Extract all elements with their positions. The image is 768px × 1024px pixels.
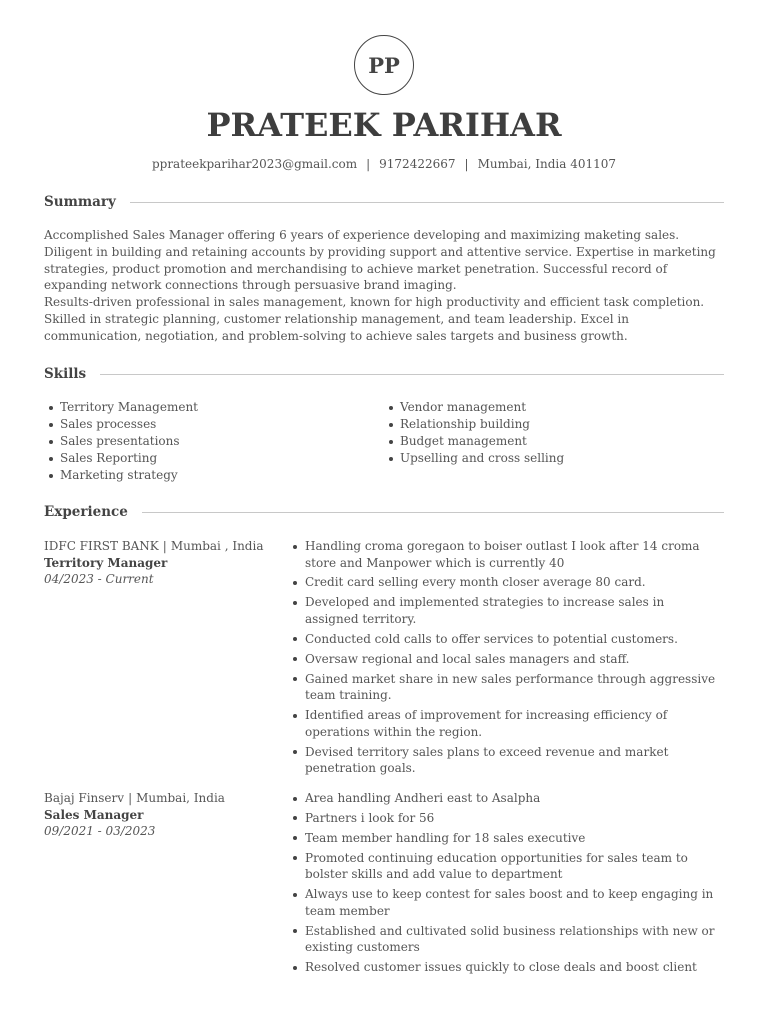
- job-dates: 04/2023 - Current: [44, 572, 154, 586]
- list-item: Handling croma goregaon to boiser outlast I look after 14 croma store and Manpower which is currently 40: [290, 538, 718, 571]
- section-divider: [130, 202, 724, 203]
- list-item: Partners i look for 56: [290, 810, 718, 827]
- summary-paragraph-2: Results-driven professional in sales management, known for high productivity and efficient task completion. Skilled in strategic planning, customer relationship management, and team leadership. Excel in communication, negotiation, and problem-solving to achieve sales targets and business growth.: [44, 295, 705, 343]
- contact-line: [0, 157, 768, 171]
- skill-item: Territory Management: [44, 399, 374, 416]
- list-item: Established and cultivated solid business relationships with new or existing customers: [290, 923, 718, 956]
- list-item: Resolved customer issues quickly to close deals and boost client: [290, 959, 718, 976]
- company-line: [44, 538, 274, 555]
- list-item: Developed and implemented strategies to increase sales in assigned territory.: [290, 594, 718, 627]
- list-item: Gained market share in new sales performance through aggressive team training.: [290, 671, 718, 704]
- job-bullets: [290, 790, 718, 979]
- separator: |: [464, 157, 469, 171]
- skill-item: Vendor management: [384, 399, 714, 416]
- job-title: Sales Manager: [44, 807, 144, 822]
- summary-paragraph-1: Accomplished Sales Manager offering 6 years of experience developing and maximizing maketing sales. Diligent in building and retaining accounts by providing support and attentive service. Expertise in marketing strategies, product promotion and merchandising to achieve market penetration. Successful record of expanding network connections through persuasive brand imaging.: [44, 228, 716, 293]
- company-location: Mumbai, India: [136, 791, 225, 805]
- skill-item: Budget management: [384, 433, 714, 450]
- job-bullets: [290, 538, 718, 780]
- job-dates: 09/2021 - 03/2023: [44, 824, 156, 838]
- skill-item: Sales presentations: [44, 433, 374, 450]
- phone: 9172422667: [379, 157, 456, 171]
- experience-header: [44, 503, 724, 521]
- location: Mumbai, India 401107: [477, 157, 617, 171]
- summary-header: [44, 193, 724, 211]
- list-item: Oversaw regional and local sales managers and staff.: [290, 651, 718, 668]
- company-location: Mumbai , India: [170, 539, 264, 553]
- company-name: IDFC FIRST BANK: [44, 539, 159, 553]
- company-line: [44, 790, 274, 807]
- skills-list-left: [44, 399, 374, 484]
- skills-header: [44, 365, 724, 383]
- skill-item: Upselling and cross selling: [384, 450, 714, 467]
- separator: |: [366, 157, 371, 171]
- list-item: Area handling Andheri east to Asalpha: [290, 790, 718, 807]
- skills-list-right: [384, 399, 714, 467]
- separator: |: [162, 539, 167, 553]
- section-title: Summary: [44, 194, 116, 210]
- section-title: Skills: [44, 366, 87, 382]
- skill-item: Relationship building: [384, 416, 714, 433]
- list-item: Promoted continuing education opportunities for sales team to bolster skills and add value to department: [290, 850, 718, 883]
- list-item: Identified areas of improvement for increasing efficiency of operations within the region.: [290, 707, 718, 740]
- job-title: Territory Manager: [44, 555, 168, 570]
- list-item: Conducted cold calls to offer services to potential customers.: [290, 631, 718, 648]
- section-divider: [142, 512, 724, 513]
- separator: |: [128, 791, 133, 805]
- list-item: Always use to keep contest for sales boost and to keep engaging in team member: [290, 886, 718, 919]
- company-name: Bajaj Finserv: [44, 791, 125, 805]
- list-item: Devised territory sales plans to exceed revenue and market penetration goals.: [290, 744, 718, 777]
- skill-item: Sales processes: [44, 416, 374, 433]
- section-divider: [100, 374, 724, 375]
- skill-item: Marketing strategy: [44, 467, 374, 484]
- list-item: Credit card selling every month closer average 80 card.: [290, 574, 718, 591]
- monogram-badge: PP: [354, 35, 414, 95]
- section-title: Experience: [44, 504, 128, 520]
- list-item: Team member handling for 18 sales executive: [290, 830, 718, 847]
- skill-item: Sales Reporting: [44, 450, 374, 467]
- candidate-name: PRATEEK PARIHAR: [206, 106, 562, 144]
- job-info: [44, 790, 274, 840]
- job-info: [44, 538, 274, 588]
- email: pprateekparihar2023@gmail.com: [151, 157, 358, 171]
